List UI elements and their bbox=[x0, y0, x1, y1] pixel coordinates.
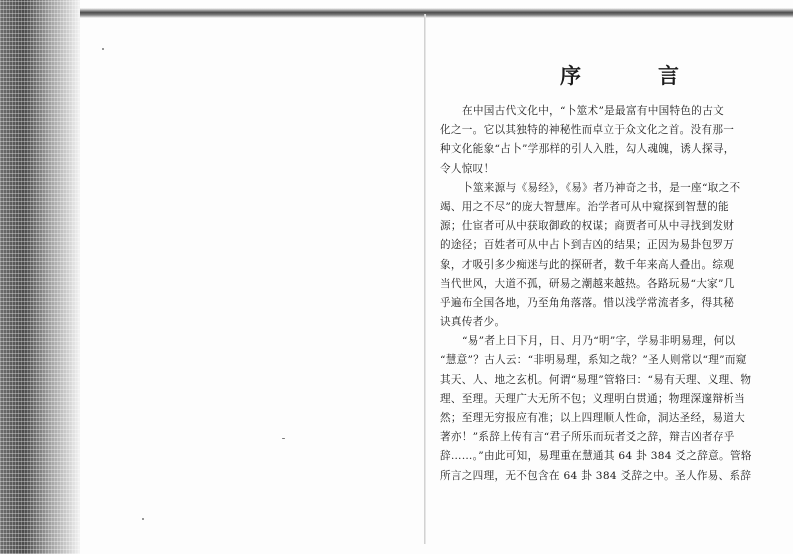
text-line: 其天、人、地之玄机。何谓“易理”管辂曰：“易有天理、义理、物 bbox=[440, 373, 752, 386]
page-title: 序 言 bbox=[560, 63, 707, 88]
page-gutter bbox=[424, 14, 426, 544]
scan-speck bbox=[102, 48, 104, 50]
text-line: 象，才吸引多少痴迷与此的探研者，数千年来高人叠出。综观 bbox=[440, 258, 735, 271]
text-line: 竭、用之不尽”的庞大智慧库。治学者可从中窥探到智慧的能 bbox=[440, 200, 729, 213]
text-line: 化之一。它以其独特的神秘性而卓立于众文化之首。没有那一 bbox=[440, 124, 735, 137]
body-text bbox=[440, 102, 793, 486]
text-line: 种文化能象“占卜”学那样的引人入胜，勾人魂魄，诱人探寻， bbox=[440, 143, 735, 156]
text-line: 源；仕宦者可从中获取御政的权谋；商贾者可从中寻找到发财 bbox=[440, 220, 735, 233]
scan-binding-shadow bbox=[0, 0, 80, 554]
left-blank-page bbox=[82, 18, 422, 548]
scan-speck bbox=[282, 438, 285, 439]
text-line: 诀真传者少。 bbox=[440, 316, 506, 329]
text-line: 在中国古代文化中，“卜筮术”是最富有中国特色的古文 bbox=[462, 105, 724, 117]
text-line: 所言之四理，无不包含在 64 卦 384 爻辞之中。圣人作易、系辞 bbox=[440, 469, 752, 482]
text-line: 理、至理。天理广大无所不包；义理明白贯通；物理深邃辩析当 bbox=[440, 392, 746, 405]
scan-top-edge bbox=[80, 8, 793, 18]
text-line: 的途径；百姓者可从中占卜到吉凶的结果；正因为易卦包罗万 bbox=[440, 239, 735, 252]
right-text-page bbox=[440, 50, 793, 550]
text-line: 当代世风，大道不孤，研易之潮越来越热。各路玩易“大家”几 bbox=[440, 277, 735, 290]
text-line: “易”者上日下月，日、月乃“明”字，学易非明易理，何以 bbox=[462, 335, 736, 348]
scan-speck bbox=[142, 518, 144, 520]
text-line: 乎遍布全国各地，乃至角角落落。惜以浅学常流者多，得其秘 bbox=[440, 296, 735, 309]
text-line: 令人惊叹！ bbox=[440, 162, 495, 175]
text-line: 然；至理无穷报应有准；以上四理顺人性命，洞达圣经，易道大 bbox=[440, 412, 746, 424]
text-line: 著亦！”系辞上传有言“君子所乐而玩者爻之辞，辩吉凶者存乎 bbox=[440, 431, 735, 444]
text-line: 卜筮来源与《易经》，《易》者乃神奇之书，是一座“取之不 bbox=[462, 181, 741, 194]
text-line: “慧意”？古人云：“非明易理，系知之哉？”圣人则常以“理”而窥 bbox=[440, 354, 747, 367]
text-line: 辞……。”由此可知，易理重在慧通其 64 卦 384 爻之辞意。管辂 bbox=[440, 450, 752, 463]
